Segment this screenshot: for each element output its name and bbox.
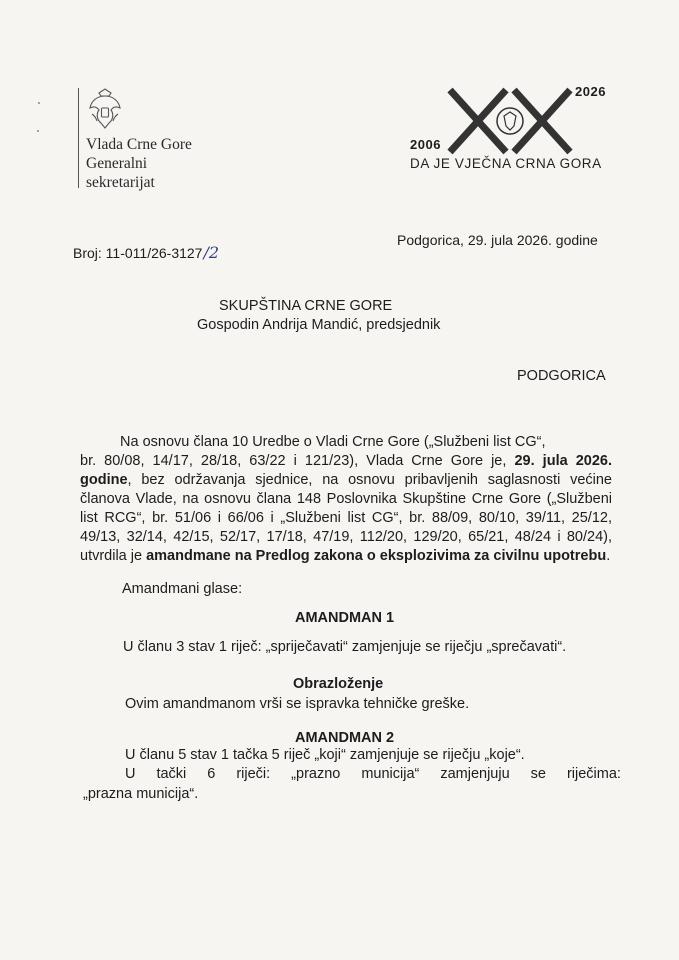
logo-year-start: 2006 [410,137,441,152]
header-divider [78,88,79,188]
handwritten-suffix: /2 [203,243,220,262]
body-bold-date: 29. jula 2026. godine [80,453,613,488]
justification-heading: Obrazloženje [293,676,384,692]
a2-word: municija“ [361,766,420,782]
amendment-2-heading: AMANDMAN 2 [295,730,395,746]
a2-word: 6 [207,766,216,782]
amendment-2-line-3: „prazna municija“. [83,786,199,802]
a2-word: riječima: [566,766,621,782]
coat-of-arms-icon [86,86,124,134]
a2-word: tački [156,766,187,782]
document-date: Podgorica, 29. jula 2026. godine [397,232,598,248]
body-text-2: , bez održavanja sjednice, na osnovu pribavljenih saglasnosti većine članova Vlade, na osnovu člana 148 Poslovnika Skupštine Crne Gore („Službeni list RCG“, br. 51/06 i 66/06 i „Službeni list CG“, br. 88/09, 80/10, 39/11, 25/12, 49/13, 32/14, 42/15, 52/17, 17/18, 47/19, 112/20, 129/20, 65/21, 48/24 i 80/24), utvrdila je [80,472,612,564]
body-text-1: br. 80/08, 14/17, 28/18, 63/22 i 121/23), Vlada Crne Gore je, [80,453,515,469]
a2-word: zamjenjuju [440,766,510,782]
gov-line-1: Vlada Crne Gore [86,136,192,153]
logo-slogan: DA JE VJEČNA CRNA GORA [410,156,602,171]
amendment-1-heading: AMANDMAN 1 [295,610,395,626]
amendment-1-text: U članu 3 stav 1 riječ: „spriječavati“ zamjenjuje se riječju „sprečavati“. [123,639,567,655]
body-line-1: Na osnovu člana 10 Uredbe o Vladi Crne Gore („Službeni list CG“, [120,434,546,450]
addressee-city: PODGORICA [517,368,606,384]
scan-speck [37,130,39,132]
a2-word: U [125,766,136,782]
a2-word: riječi: [236,766,271,782]
reference-number-text: Broj: 11-011/26-3127 [73,245,203,261]
body-first-line [120,433,546,452]
a2-word: „prazno [291,766,341,782]
government-name-block [86,135,192,192]
amendment-2-line-1: U članu 5 stav 1 tačka 5 riječ „koji“ zamjenjuje se riječju „koje“. [125,747,525,763]
amendments-intro: Amandmani glase: [122,581,243,597]
gov-line-2: Generalni [86,155,148,172]
scan-speck [38,102,40,104]
body-text-end: . [606,548,611,564]
justification-text: Ovim amandmanom vrši se ispravka tehničke greške. [125,696,470,712]
reference-number [73,243,219,262]
addressee-institution: SKUPŠTINA CRNE GORE [219,298,393,314]
amendment-2-line-2 [125,766,621,782]
body-paragraph [80,452,612,566]
body-bold-subject: amandmane na Predlog zakona o eksplozivima za civilnu upotrebu [146,548,607,564]
gov-line-3: sekretarijat [86,174,155,191]
addressee-person: Gospodin Andrija Mandić, predsjednik [197,317,441,333]
logo-year-end: 2026 [575,84,606,99]
a2-word: se [530,766,546,782]
